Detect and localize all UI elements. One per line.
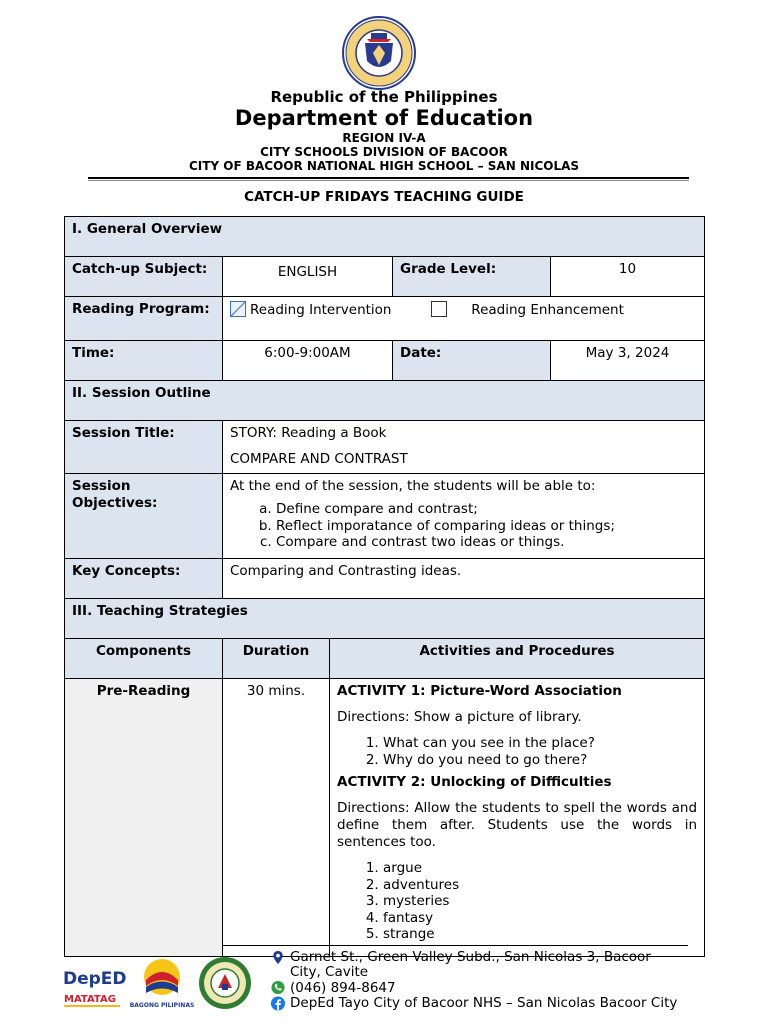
col-header-components: Components <box>65 639 223 679</box>
department-title: Department of Education <box>234 106 534 130</box>
date-label: Date: <box>393 341 551 381</box>
session-title-value <box>223 421 705 474</box>
time-row <box>65 341 705 381</box>
location-pin-icon <box>270 950 286 965</box>
activity-question: 2. Why do you need to go there? <box>383 752 697 769</box>
time-label: Time: <box>65 341 223 381</box>
program-option-label: Reading Intervention <box>250 302 392 318</box>
time-value: 6:00-9:00AM <box>223 341 393 381</box>
key-concepts-row <box>65 559 705 599</box>
section-heading-general: I. General Overview <box>65 217 705 257</box>
objective-item: a. Define compare and contrast; <box>276 501 697 518</box>
school-seal-logo <box>198 956 252 1010</box>
vocabulary-word: 3. mysteries <box>383 893 697 910</box>
checkbox-checked-icon[interactable] <box>230 301 246 317</box>
activity-title: ACTIVITY 1: Picture-Word Association <box>337 683 622 699</box>
deped-logo-text: DepED <box>63 969 127 989</box>
deped-matatag-logo <box>62 962 127 1008</box>
teaching-strategies-row <box>65 599 705 639</box>
objectives-label: Session Objectives: <box>65 474 223 559</box>
checkbox-empty-icon[interactable] <box>431 301 447 317</box>
activities-cell <box>330 679 705 957</box>
session-title-line: STORY: Reading a Book <box>230 425 387 441</box>
address-text: Garnet St., Green Valley Subd., San Nicolas 3, Bacoor City, Cavite <box>290 949 651 980</box>
objectives-intro: At the end of the session, the students will be able to: <box>230 478 596 494</box>
program-option-intervention[interactable] <box>230 301 427 319</box>
bagong-pilipinas-text: BAGONG PILIPINAS <box>129 1002 195 1009</box>
matatag-logo-text: MATATAG <box>64 994 116 1005</box>
phone-icon <box>270 980 286 995</box>
contact-address <box>270 950 690 980</box>
session-title-line: COMPARE AND CONTRAST <box>230 451 408 467</box>
duration-cell: 30 mins. <box>223 679 330 957</box>
vocabulary-word: 1. argue <box>383 860 697 877</box>
session-title-label: Session Title: <box>65 421 223 474</box>
guide-title: CATCH-UP FRIDAYS TEACHING GUIDE <box>244 189 524 205</box>
school-name: CITY OF BACOOR NATIONAL HIGH SCHOOL – SAN NICOLAS <box>188 159 580 173</box>
program-options <box>223 297 705 341</box>
col-header-duration: Duration <box>223 639 330 679</box>
section-heading-outline: II. Session Outline <box>65 381 705 421</box>
activity-title: ACTIVITY 2: Unlocking of Difficulties <box>337 774 612 790</box>
objective-item: c. Compare and contrast two ideas or things. <box>276 534 697 551</box>
division-line: CITY SCHOOLS DIVISION OF BACOOR <box>260 145 508 159</box>
objectives-row <box>65 474 705 559</box>
objectives-value <box>223 474 705 559</box>
strategies-header-row <box>65 639 705 679</box>
deped-seal-logo <box>341 15 417 91</box>
vocabulary-list <box>337 860 697 943</box>
subject-label: Catch-up Subject: <box>65 257 223 297</box>
republic-line: Republic of the Philippines <box>270 88 498 106</box>
objective-item: b. Reflect imporatance of comparing ideas or things; <box>276 518 697 535</box>
facebook-text: DepEd Tayo City of Bacoor NHS – San Nicolas Bacoor City <box>290 995 678 1011</box>
region-line: REGION IV-A <box>342 131 426 145</box>
program-row <box>65 297 705 341</box>
program-option-label: Reading Enhancement <box>471 302 624 318</box>
contact-phone <box>270 980 690 996</box>
activity-question: 1. What can you see in the place? <box>383 735 697 752</box>
general-overview-row <box>65 217 705 257</box>
section-heading-strategies: III. Teaching Strategies <box>65 599 705 639</box>
program-label: Reading Program: <box>65 297 223 341</box>
grade-value: 10 <box>551 257 705 297</box>
phone-text: (046) 894-8647 <box>290 980 396 996</box>
activity-question-list <box>337 735 697 768</box>
vocabulary-word: 5. strange <box>383 926 697 943</box>
program-option-enhancement[interactable] <box>431 302 624 318</box>
activity-directions: Directions: Show a picture of library. <box>337 709 582 725</box>
objectives-list <box>230 501 697 551</box>
grade-label: Grade Level: <box>393 257 551 297</box>
key-concepts-value: Comparing and Contrasting ideas. <box>223 559 705 599</box>
session-title-row <box>65 421 705 474</box>
component-cell: Pre-Reading <box>65 679 223 957</box>
bagong-pilipinas-logo <box>129 956 195 1010</box>
key-concepts-label: Key Concepts: <box>65 559 223 599</box>
subject-row <box>65 257 705 297</box>
footer-divider <box>222 945 688 946</box>
date-value: May 3, 2024 <box>551 341 705 381</box>
teaching-guide-table <box>64 216 705 957</box>
activity-directions: Directions: Allow the students to spell the words and define them after. Students use the words in sentences too. <box>337 800 698 850</box>
vocabulary-word: 2. adventures <box>383 877 697 894</box>
subject-value: ENGLISH <box>223 257 393 297</box>
header-divider <box>88 177 689 179</box>
col-header-activities: Activities and Procedures <box>330 639 705 679</box>
facebook-icon <box>270 996 286 1011</box>
contact-facebook <box>270 996 690 1012</box>
vocabulary-word: 4. fantasy <box>383 910 697 927</box>
strategy-row-pre-reading <box>65 679 705 957</box>
header-divider-shadow <box>88 180 689 181</box>
session-outline-row <box>65 381 705 421</box>
